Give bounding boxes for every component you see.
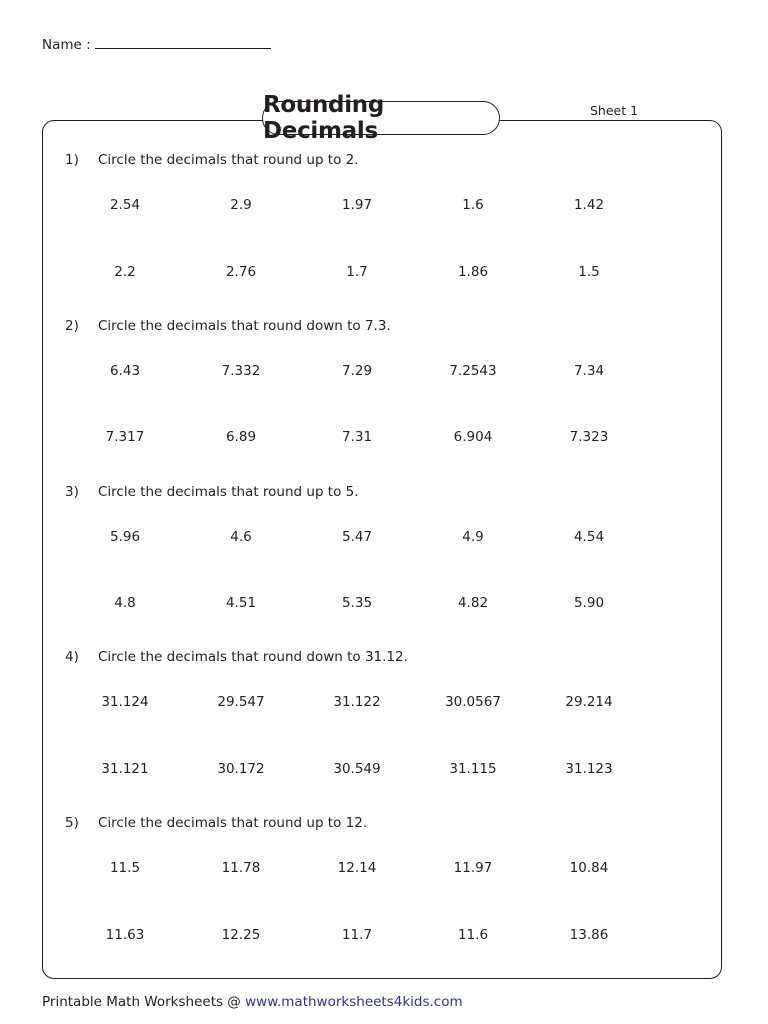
decimal-option[interactable]: 13.86 xyxy=(569,926,609,943)
decimal-option[interactable]: 4.6 xyxy=(230,528,252,545)
decimal-option[interactable]: 31.124 xyxy=(101,694,149,711)
answer-row xyxy=(0,595,768,613)
footer xyxy=(42,994,463,1010)
decimal-option[interactable]: 30.172 xyxy=(217,760,265,777)
question-4 xyxy=(0,649,768,815)
decimal-option[interactable]: 31.115 xyxy=(449,760,497,777)
decimal-option[interactable]: 11.5 xyxy=(109,860,141,877)
decimal-option[interactable]: 6.904 xyxy=(453,429,493,446)
decimal-option[interactable]: 1.86 xyxy=(457,263,489,280)
sheet-label: Sheet 1 xyxy=(590,103,639,118)
decimal-option[interactable]: 7.317 xyxy=(105,429,145,446)
footer-link[interactable]: www.mathworksheets4kids.com xyxy=(245,994,463,1010)
question-number: 2) xyxy=(65,317,79,334)
answer-row xyxy=(0,694,768,712)
decimal-option[interactable]: 7.332 xyxy=(221,362,261,379)
decimal-option[interactable]: 30.549 xyxy=(333,760,381,777)
question-text: Circle the decimals that round up to 2. xyxy=(98,152,359,168)
name-label: Name : xyxy=(42,37,91,53)
answer-row xyxy=(0,264,768,282)
decimal-option[interactable]: 7.34 xyxy=(573,362,605,379)
decimal-option[interactable]: 11.6 xyxy=(457,926,489,943)
decimal-option[interactable]: 6.89 xyxy=(225,429,257,446)
decimal-option[interactable]: 1.97 xyxy=(341,197,373,213)
decimal-option[interactable]: 1.5 xyxy=(578,263,600,280)
decimal-option[interactable]: 7.2543 xyxy=(449,362,497,379)
decimal-option[interactable]: 1.6 xyxy=(462,197,484,213)
question-3 xyxy=(0,484,768,650)
decimal-option[interactable]: 31.122 xyxy=(333,694,381,711)
decimal-option[interactable]: 5.35 xyxy=(341,595,373,612)
decimal-option[interactable]: 5.96 xyxy=(109,528,141,545)
answer-row xyxy=(0,197,768,215)
decimal-option[interactable]: 11.78 xyxy=(221,860,261,877)
question-number: 1) xyxy=(65,152,79,168)
decimal-option[interactable]: 2.2 xyxy=(114,263,136,280)
answer-row xyxy=(0,860,768,878)
decimal-option[interactable]: 4.8 xyxy=(114,595,136,612)
answer-row xyxy=(0,529,768,547)
decimal-option[interactable]: 2.9 xyxy=(230,197,252,213)
decimal-option[interactable]: 2.54 xyxy=(109,197,141,213)
decimal-option[interactable]: 6.43 xyxy=(109,362,141,379)
question-number: 3) xyxy=(65,483,79,500)
decimal-option[interactable]: 29.214 xyxy=(565,694,613,711)
decimal-option[interactable]: 5.47 xyxy=(341,528,373,545)
decimal-option[interactable]: 4.9 xyxy=(462,528,484,545)
question-text: Circle the decimals that round up to 12. xyxy=(98,815,368,832)
answer-row xyxy=(0,761,768,779)
question-2 xyxy=(0,318,768,484)
decimal-option[interactable]: 4.51 xyxy=(225,595,257,612)
decimal-option[interactable]: 1.42 xyxy=(573,197,605,213)
decimal-option[interactable]: 11.7 xyxy=(341,926,373,943)
decimal-option[interactable]: 12.25 xyxy=(221,926,261,943)
footer-label: Printable Math Worksheets @ xyxy=(42,994,241,1010)
decimal-option[interactable]: 11.97 xyxy=(453,860,493,877)
question-text: Circle the decimals that round up to 5. xyxy=(98,483,359,500)
decimal-option[interactable]: 31.121 xyxy=(101,760,149,777)
decimal-option[interactable]: 11.63 xyxy=(105,926,145,943)
answer-row xyxy=(0,363,768,381)
question-number: 5) xyxy=(65,815,79,832)
answer-row xyxy=(0,429,768,447)
question-5 xyxy=(0,815,768,981)
decimal-option[interactable]: 29.547 xyxy=(217,694,265,711)
worksheet-title: Rounding Decimals xyxy=(262,101,500,135)
name-field xyxy=(42,33,271,53)
question-number: 4) xyxy=(65,649,79,666)
decimal-option[interactable]: 4.82 xyxy=(457,595,489,612)
question-text: Circle the decimals that round down to 7.3. xyxy=(98,317,391,334)
question-1 xyxy=(0,152,768,318)
answer-row xyxy=(0,927,768,945)
decimal-option[interactable]: 7.29 xyxy=(341,362,373,379)
decimal-option[interactable]: 4.54 xyxy=(573,528,605,545)
decimal-option[interactable]: 12.14 xyxy=(337,860,377,877)
decimal-option[interactable]: 7.31 xyxy=(341,429,373,446)
decimal-option[interactable]: 1.7 xyxy=(346,263,368,280)
decimal-option[interactable]: 5.90 xyxy=(573,595,605,612)
decimal-option[interactable]: 30.0567 xyxy=(445,694,501,711)
decimal-option[interactable]: 31.123 xyxy=(565,760,613,777)
decimal-option[interactable]: 10.84 xyxy=(569,860,609,877)
decimal-option[interactable]: 2.76 xyxy=(225,263,257,280)
name-blank-line[interactable] xyxy=(95,33,271,49)
question-text: Circle the decimals that round down to 31.12. xyxy=(98,649,408,666)
decimal-option[interactable]: 7.323 xyxy=(569,429,609,446)
